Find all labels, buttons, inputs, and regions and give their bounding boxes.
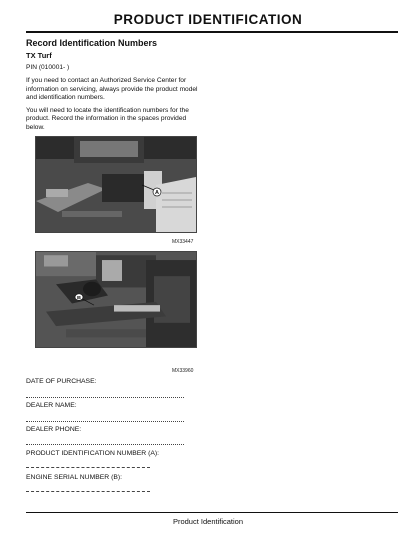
callout-b-label: B bbox=[77, 295, 81, 301]
engine-serial-label: ENGINE SERIAL NUMBER (B): bbox=[26, 474, 123, 481]
figure-b-id: MX33960 bbox=[172, 368, 194, 374]
callout-a-label: A bbox=[155, 190, 159, 197]
figure-a-photo bbox=[35, 136, 197, 233]
title-rule bbox=[26, 31, 398, 33]
dealer-name-label: DEALER NAME: bbox=[26, 402, 77, 409]
record-section bbox=[26, 38, 202, 137]
model-heading: TX Turf bbox=[26, 51, 52, 60]
footer-rule bbox=[26, 512, 398, 513]
product-id-label: PRODUCT IDENTIFICATION NUMBER (A): bbox=[26, 450, 160, 457]
dealer-phone-label: DEALER PHONE: bbox=[26, 426, 82, 433]
engine-serial-line[interactable] bbox=[26, 491, 150, 492]
figure-b-photo bbox=[35, 251, 197, 348]
figure-a-id: MX33447 bbox=[172, 239, 194, 245]
engine-bay-illustration bbox=[36, 252, 196, 347]
date-of-purchase-label: DATE OF PURCHASE: bbox=[26, 378, 97, 385]
pin-range: PIN (010001- ) bbox=[26, 64, 70, 71]
dealer-name-line[interactable] bbox=[26, 421, 184, 422]
date-of-purchase-line[interactable] bbox=[26, 397, 184, 398]
product-id-line[interactable] bbox=[26, 467, 150, 468]
page-title: PRODUCT IDENTIFICATION bbox=[113, 12, 303, 27]
section-heading: Record Identification Numbers bbox=[26, 38, 158, 48]
dealer-phone-line[interactable] bbox=[26, 444, 184, 445]
engine-area-illustration bbox=[36, 137, 196, 232]
intro-paragraph: If you need to contact an Authorized Service Center for information on servicing, always provide the product model and identification numbers. bbox=[26, 77, 198, 101]
locate-paragraph: You will need to locate the identification numbers for the product. Record the information in the spaces provided below. bbox=[26, 107, 189, 131]
page-footer: Product Identification bbox=[172, 517, 244, 526]
